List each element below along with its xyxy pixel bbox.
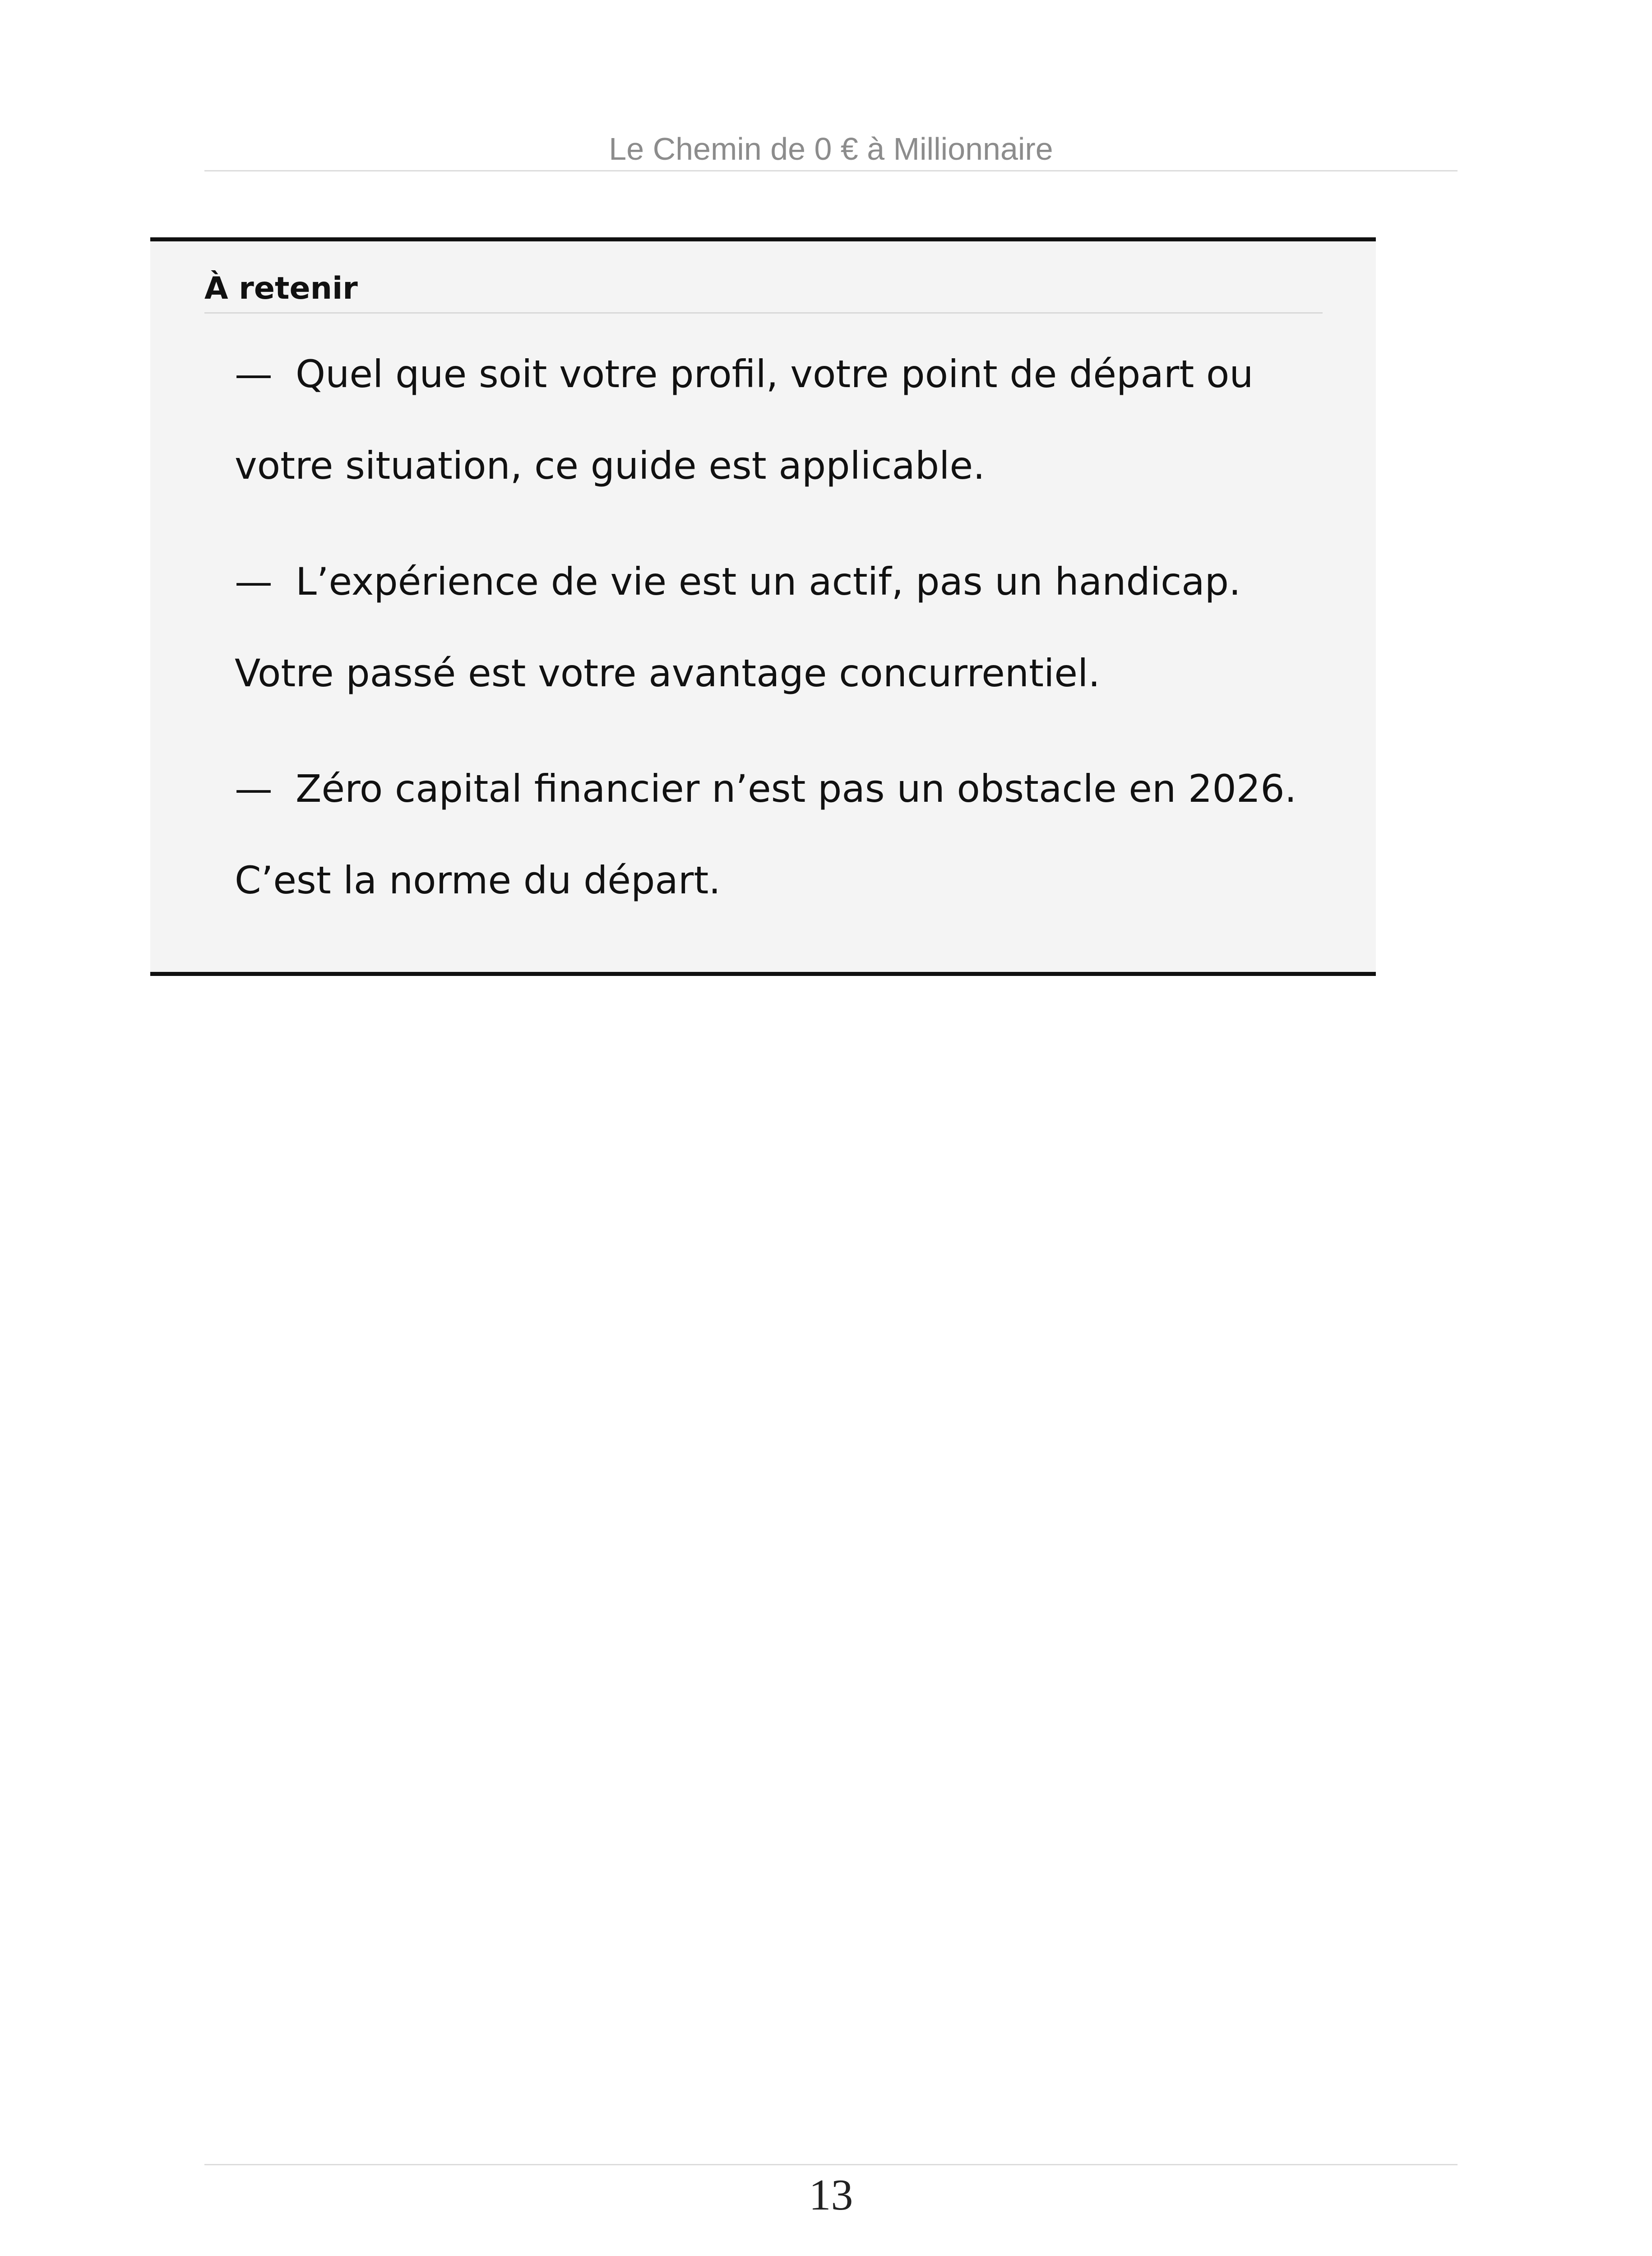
takeaway-point-text: L’expérience de vie est un actif, pas un handicap. Votre passé est votre avantage concurrentiel. — [235, 559, 1241, 695]
header-divider — [204, 170, 1458, 171]
em-dash-bullet: — — [235, 767, 273, 811]
footer-divider — [204, 2164, 1458, 2165]
takeaway-title-divider — [204, 312, 1323, 314]
em-dash-bullet: — — [235, 559, 273, 604]
running-header: Le Chemin de 0 € à Millionnaire — [609, 131, 1053, 166]
page-number: 13 — [809, 2171, 853, 2219]
takeaway-point — [235, 743, 1340, 926]
takeaway-point-text: Zéro capital financier n’est pas un obstacle en 2026. C’est la norme du départ. — [235, 767, 1297, 902]
takeaway-box — [150, 237, 1376, 976]
takeaway-point-text: Quel que soit votre profil, votre point de départ ou votre situation, ce guide est applicable. — [235, 352, 1254, 488]
takeaway-point — [235, 536, 1340, 719]
takeaway-point — [235, 328, 1340, 512]
em-dash-bullet: — — [235, 352, 273, 396]
takeaway-title: À retenir — [204, 271, 358, 306]
